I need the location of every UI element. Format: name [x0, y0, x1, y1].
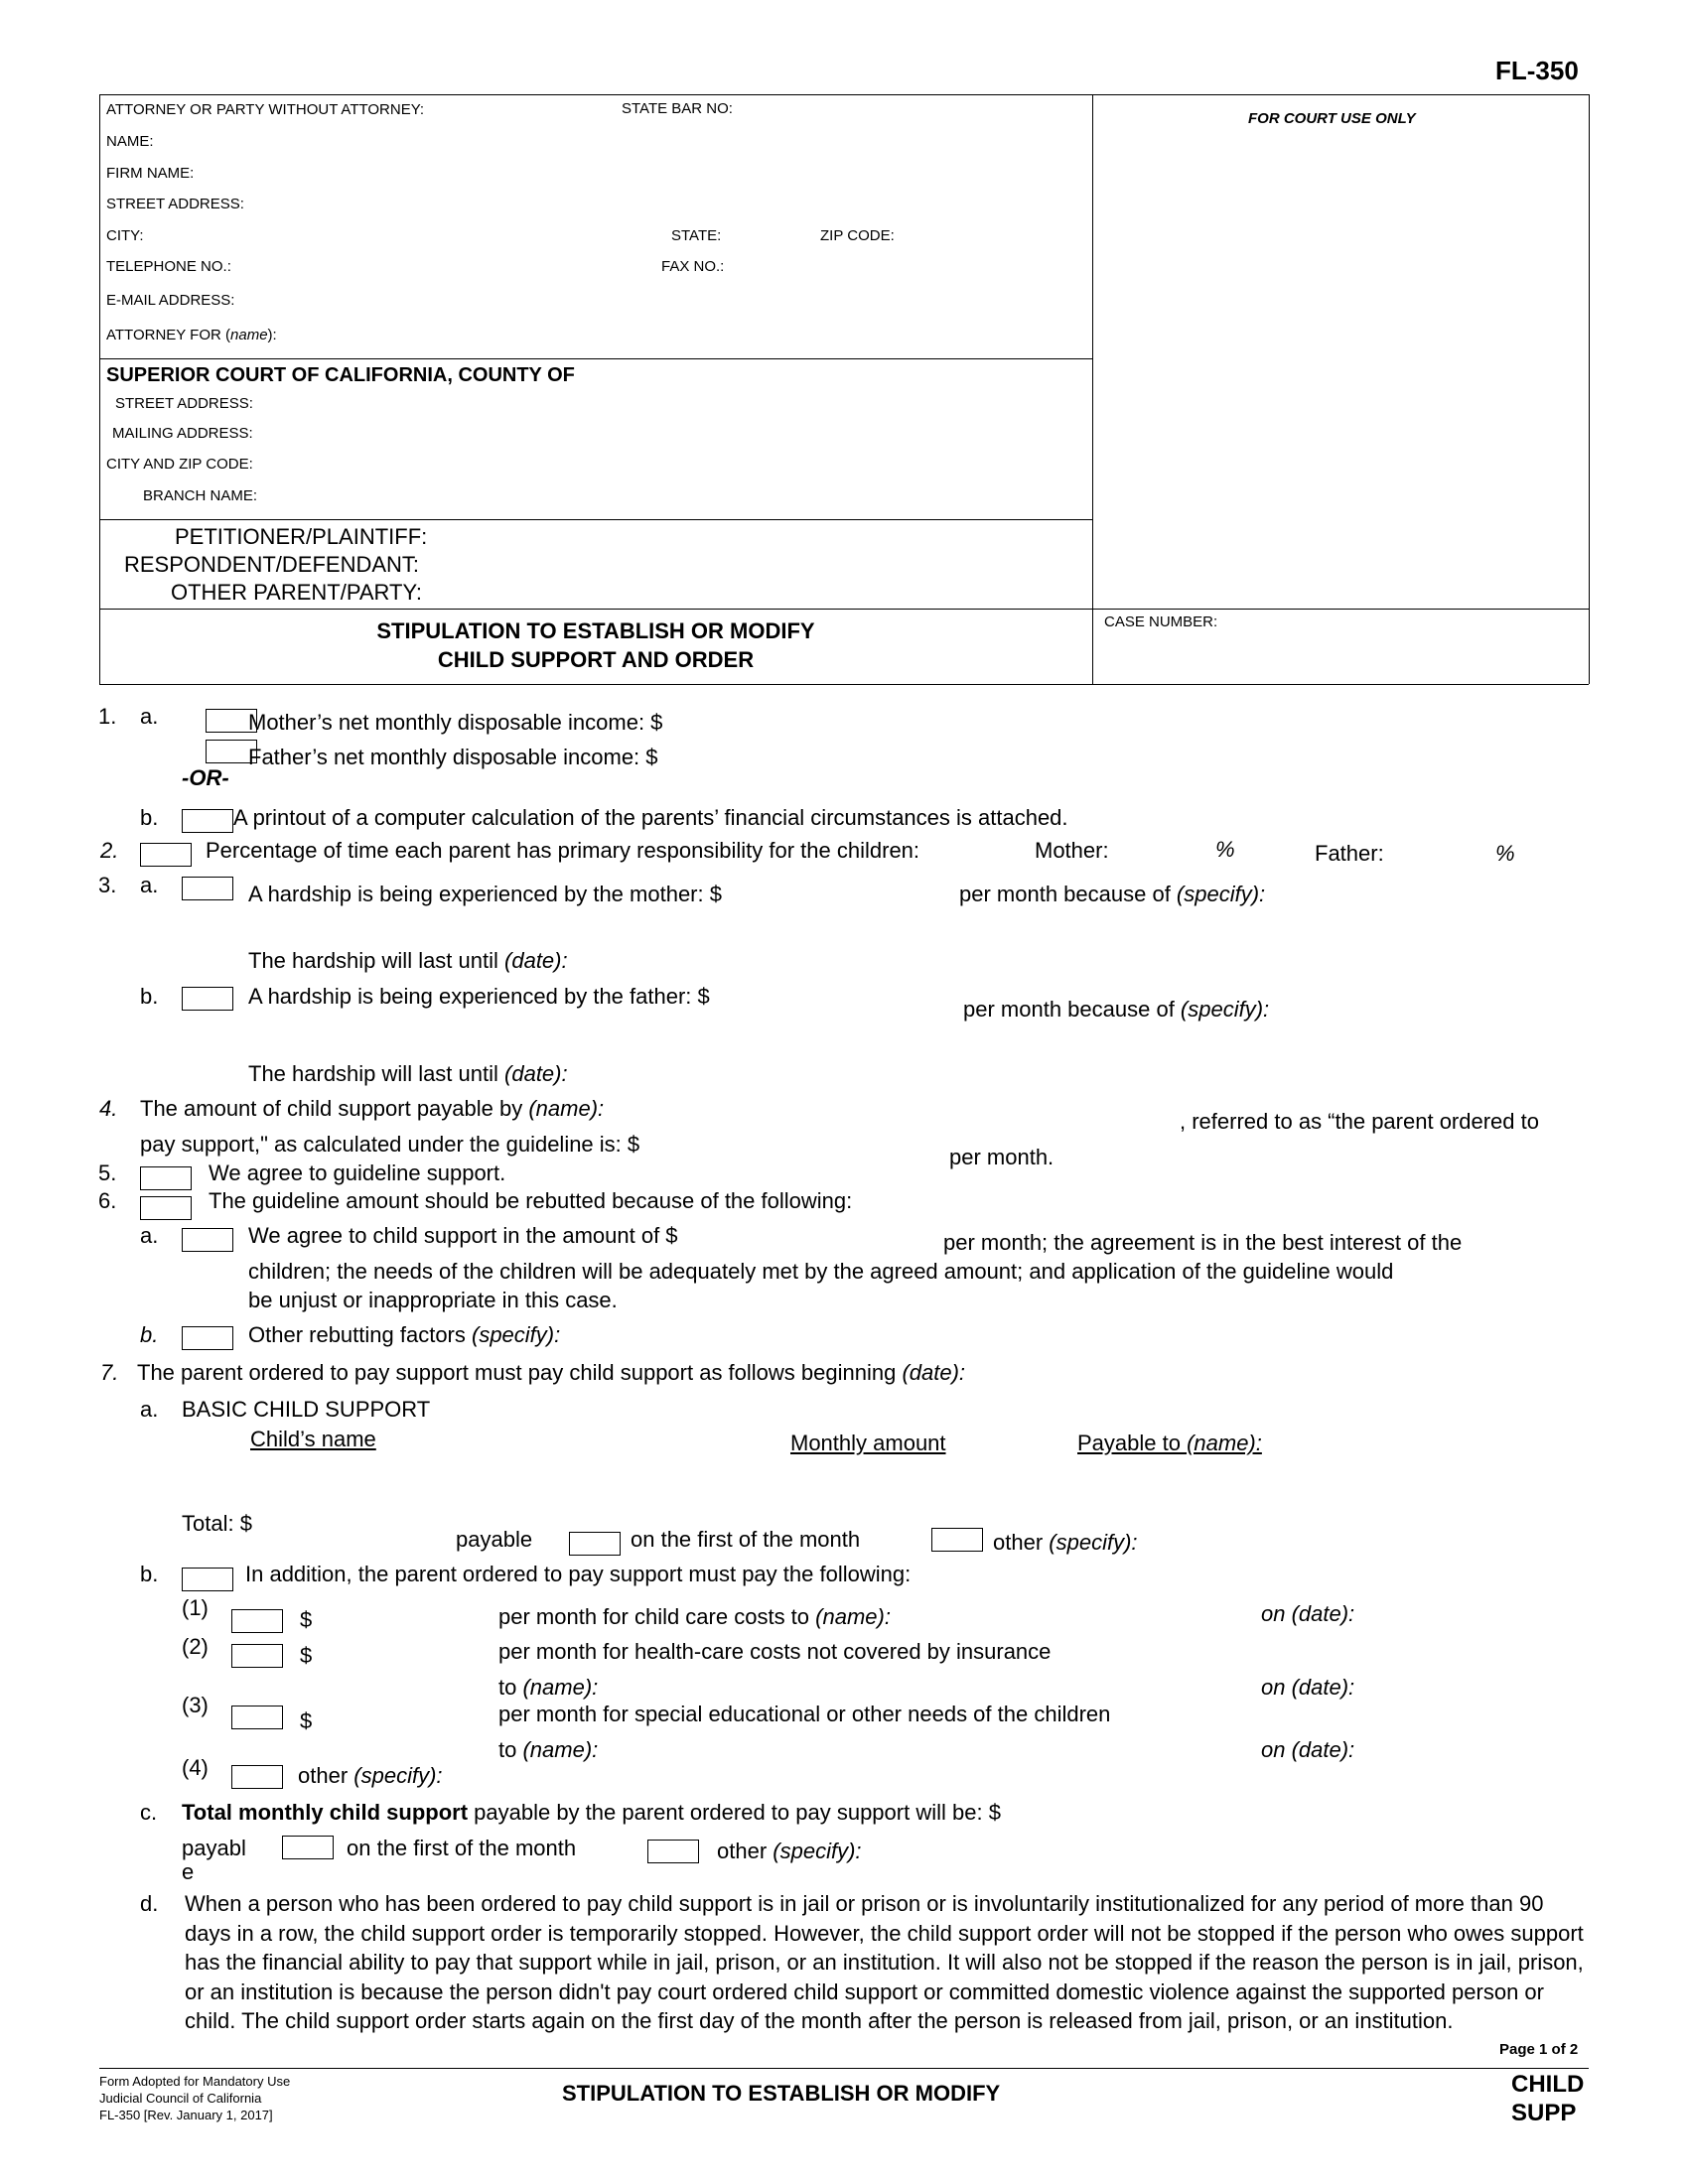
- children-needs-label: children; the needs of the children will be adequately met by the agreed amount; and application of the guideline would: [248, 1259, 1394, 1284]
- health-care-checkbox[interactable]: [231, 1644, 283, 1668]
- telephone-label: TELEPHONE NO.:: [106, 258, 231, 275]
- total-monthly-label: Total monthly child support payable by the parent ordered to pay support will be: $: [182, 1800, 1001, 1825]
- footer-revision: FL-350 [Rev. January 1, 2017]: [99, 2108, 273, 2122]
- firm-name-label: FIRM NAME:: [106, 165, 195, 182]
- father-percent-label: Father:: [1315, 841, 1384, 866]
- sub-item-2-number: (2): [182, 1634, 209, 1659]
- fax-label: FAX NO.:: [661, 258, 725, 275]
- hardship-father-because: per month because of (specify):: [963, 997, 1270, 1022]
- payabl-e-label: e: [182, 1859, 195, 1884]
- health-care-to-label: to (name):: [498, 1675, 599, 1700]
- other-costs-label: other (specify):: [298, 1763, 443, 1788]
- per-month-label: per month.: [949, 1145, 1055, 1169]
- child-care-checkbox[interactable]: [231, 1609, 283, 1633]
- special-needs-dollar: $: [300, 1708, 313, 1733]
- or-label: -OR-: [182, 765, 229, 790]
- item-7d-letter: d.: [140, 1891, 159, 1916]
- item-7-number: 7.: [100, 1360, 119, 1385]
- item-3b-letter: b.: [140, 984, 159, 1009]
- document-title-line2: CHILD SUPPORT AND ORDER: [437, 647, 755, 672]
- attorney-for-label: ATTORNEY FOR (name):: [106, 327, 277, 343]
- first-of-month-checkbox[interactable]: [569, 1532, 621, 1556]
- item-4-number: 4.: [99, 1096, 118, 1121]
- other-parent-label: OTHER PARENT/PARTY:: [171, 580, 423, 605]
- mother-income-label: Mother’s net monthly disposable income: $: [248, 710, 663, 735]
- respondent-label: RESPONDENT/DEFENDANT:: [124, 552, 420, 577]
- case-number-label: CASE NUMBER:: [1104, 614, 1218, 630]
- item-7b-letter: b.: [140, 1562, 159, 1586]
- footer-right-line2: SUPP: [1511, 2100, 1577, 2126]
- total-first-of-month-label: on the first of the month: [347, 1836, 577, 1860]
- pay-support-label: pay support," as calculated under the guideline is: $: [140, 1132, 640, 1157]
- health-care-dollar: $: [300, 1643, 313, 1668]
- parent-ordered-label: The parent ordered to pay support must pay child support as follows beginning (date):: [137, 1360, 966, 1385]
- payable-label: payable: [456, 1527, 533, 1552]
- court-title: SUPERIOR COURT OF CALIFORNIA, COUNTY OF: [106, 364, 575, 386]
- street-address-label: STREET ADDRESS:: [106, 196, 244, 212]
- item-1b-letter: b.: [140, 805, 159, 830]
- item-2-number: 2.: [100, 838, 119, 863]
- health-care-date-label: on (date):: [1261, 1675, 1355, 1700]
- state-label: STATE:: [671, 227, 722, 244]
- child-care-date-label: on (date):: [1261, 1601, 1355, 1626]
- unjust-label: be unjust or inappropriate in this case.: [248, 1288, 618, 1312]
- footer-adopted: Form Adopted for Mandatory Use: [99, 2074, 291, 2089]
- hardship-mother-checkbox[interactable]: [182, 877, 233, 900]
- page-number: Page 1 of 2: [1499, 2041, 1579, 2058]
- footer-council: Judicial Council of California: [99, 2091, 262, 2106]
- guideline-checkbox[interactable]: [140, 1166, 192, 1190]
- agree-amount-label: We agree to child support in the amount of $: [248, 1223, 678, 1248]
- hardship-mother-until: The hardship will last until (date):: [248, 948, 568, 973]
- total-other-label: other (specify):: [717, 1839, 862, 1863]
- in-addition-label: In addition, the parent ordered to pay support must pay the following:: [245, 1562, 912, 1586]
- monthly-amount-column-header: Monthly amount: [790, 1431, 946, 1455]
- other-rebutting-checkbox[interactable]: [182, 1326, 233, 1350]
- rebutted-label: The guideline amount should be rebutted because of the following:: [209, 1188, 853, 1213]
- hardship-father-until: The hardship will last until (date):: [248, 1061, 568, 1086]
- zip-code-label: ZIP CODE:: [820, 227, 895, 244]
- hardship-father-checkbox[interactable]: [182, 987, 233, 1011]
- health-care-label: per month for health-care costs not covered by insurance: [498, 1639, 1052, 1664]
- hardship-mother-because: per month because of (specify):: [959, 882, 1266, 906]
- court-branch-label: BRANCH NAME:: [143, 487, 258, 504]
- special-needs-date-label: on (date):: [1261, 1737, 1355, 1762]
- sub-item-1-number: (1): [182, 1595, 209, 1620]
- item-6-number: 6.: [98, 1188, 117, 1213]
- rebutted-checkbox[interactable]: [140, 1196, 192, 1220]
- amount-payable-label: The amount of child support payable by (name):: [140, 1096, 605, 1121]
- court-city-zip-label: CITY AND ZIP CODE:: [106, 456, 253, 473]
- jail-paragraph: When a person who has been ordered to pay child support is in jail or prison or is involuntarily institutionalized for any period of more than 90 days in a row, the child support order is temporarily stopped. However, the child support order will not be stopped if the person who owes support has the financial ability to pay that support while in jail, prison, or an institution. It will also not be stopped if the reason the person is in jail, prison, or an institution is because the person didn't pay court ordered child support or committed domestic violence against the supported person or child. The child support order starts again on the first day of the month after the person is released from jail, prison, or an institution.: [185, 1891, 1584, 2033]
- city-label: CITY:: [106, 227, 144, 244]
- total-other-checkbox[interactable]: [647, 1840, 699, 1863]
- percentage-label: Percentage of time each parent has primary responsibility for the children:: [206, 838, 920, 863]
- item-1a-letter: a.: [140, 704, 159, 729]
- court-street-label: STREET ADDRESS:: [115, 395, 253, 412]
- total-first-of-month-checkbox[interactable]: [282, 1836, 334, 1859]
- child-name-column-header: Child’s name: [250, 1427, 376, 1451]
- footer-title: STIPULATION TO ESTABLISH OR MODIFY: [562, 2081, 1001, 2106]
- hardship-mother-label: A hardship is being experienced by the mother: $: [248, 882, 722, 906]
- in-addition-checkbox[interactable]: [182, 1568, 233, 1591]
- attorney-label: ATTORNEY OR PARTY WITHOUT ATTORNEY:: [106, 101, 425, 118]
- footer-right-line1: CHILD: [1511, 2071, 1585, 2098]
- item-5-number: 5.: [98, 1160, 117, 1185]
- item-3a-letter: a.: [140, 873, 159, 897]
- document-title-line1: STIPULATION TO ESTABLISH OR MODIFY: [376, 618, 815, 643]
- other-rebutting-label: Other rebutting factors (specify):: [248, 1322, 561, 1347]
- printout-label: A printout of a computer calculation of the parents’ financial circumstances is attached.: [233, 805, 1068, 830]
- father-income-label: Father’s net monthly disposable income: $: [248, 745, 658, 769]
- total-label: Total: $: [182, 1511, 252, 1536]
- special-needs-label: per month for special educational or other needs of the children: [498, 1702, 1111, 1726]
- first-of-month-label: on the first of the month: [631, 1527, 861, 1552]
- footer-rule: [99, 2068, 1589, 2069]
- form-number: FL-350: [1495, 56, 1579, 85]
- printout-checkbox[interactable]: [182, 809, 233, 833]
- item-1-number: 1.: [98, 704, 117, 729]
- percentage-checkbox[interactable]: [140, 843, 192, 867]
- sub-item-3-number: (3): [182, 1693, 209, 1717]
- court-mailing-label: MAILING ADDRESS:: [112, 425, 253, 442]
- basic-child-support-label: BASIC CHILD SUPPORT: [182, 1397, 431, 1422]
- other-payment-label: other (specify):: [993, 1530, 1138, 1555]
- agreement-interest-label: per month; the agreement is in the best interest of the: [943, 1230, 1463, 1255]
- item-3-number: 3.: [98, 873, 117, 897]
- email-label: E-MAIL ADDRESS:: [106, 292, 235, 309]
- special-needs-to-label: to (name):: [498, 1737, 599, 1762]
- payable-to-column-header: Payable to (name):: [1077, 1431, 1262, 1455]
- child-care-dollar: $: [300, 1607, 313, 1632]
- child-care-label: per month for child care costs to (name):: [498, 1604, 891, 1629]
- referred-label: , referred to as “the parent ordered to: [1180, 1109, 1539, 1134]
- agree-amount-checkbox[interactable]: [182, 1228, 233, 1252]
- petitioner-label: PETITIONER/PLAINTIFF:: [175, 524, 428, 549]
- court-use-label: FOR COURT USE ONLY: [1248, 110, 1416, 127]
- payabl-label: payabl: [182, 1836, 246, 1860]
- sub-item-4-number: (4): [182, 1755, 209, 1780]
- special-needs-checkbox[interactable]: [231, 1706, 283, 1729]
- father-percent-sign: %: [1495, 841, 1515, 866]
- hardship-father-label: A hardship is being experienced by the father: $: [248, 984, 710, 1009]
- item-7a-letter: a.: [140, 1397, 159, 1422]
- mother-percent-sign: %: [1215, 837, 1235, 862]
- other-costs-checkbox[interactable]: [231, 1765, 283, 1789]
- other-payment-checkbox[interactable]: [931, 1528, 983, 1552]
- guideline-label: We agree to guideline support.: [209, 1160, 506, 1185]
- item-6a-letter: a.: [140, 1223, 159, 1248]
- mother-percent-label: Mother:: [1035, 838, 1109, 863]
- name-label: NAME:: [106, 133, 154, 150]
- item-7c-letter: c.: [140, 1800, 158, 1825]
- state-bar-label: STATE BAR NO:: [622, 100, 733, 117]
- item-6b-letter: b.: [140, 1322, 159, 1347]
